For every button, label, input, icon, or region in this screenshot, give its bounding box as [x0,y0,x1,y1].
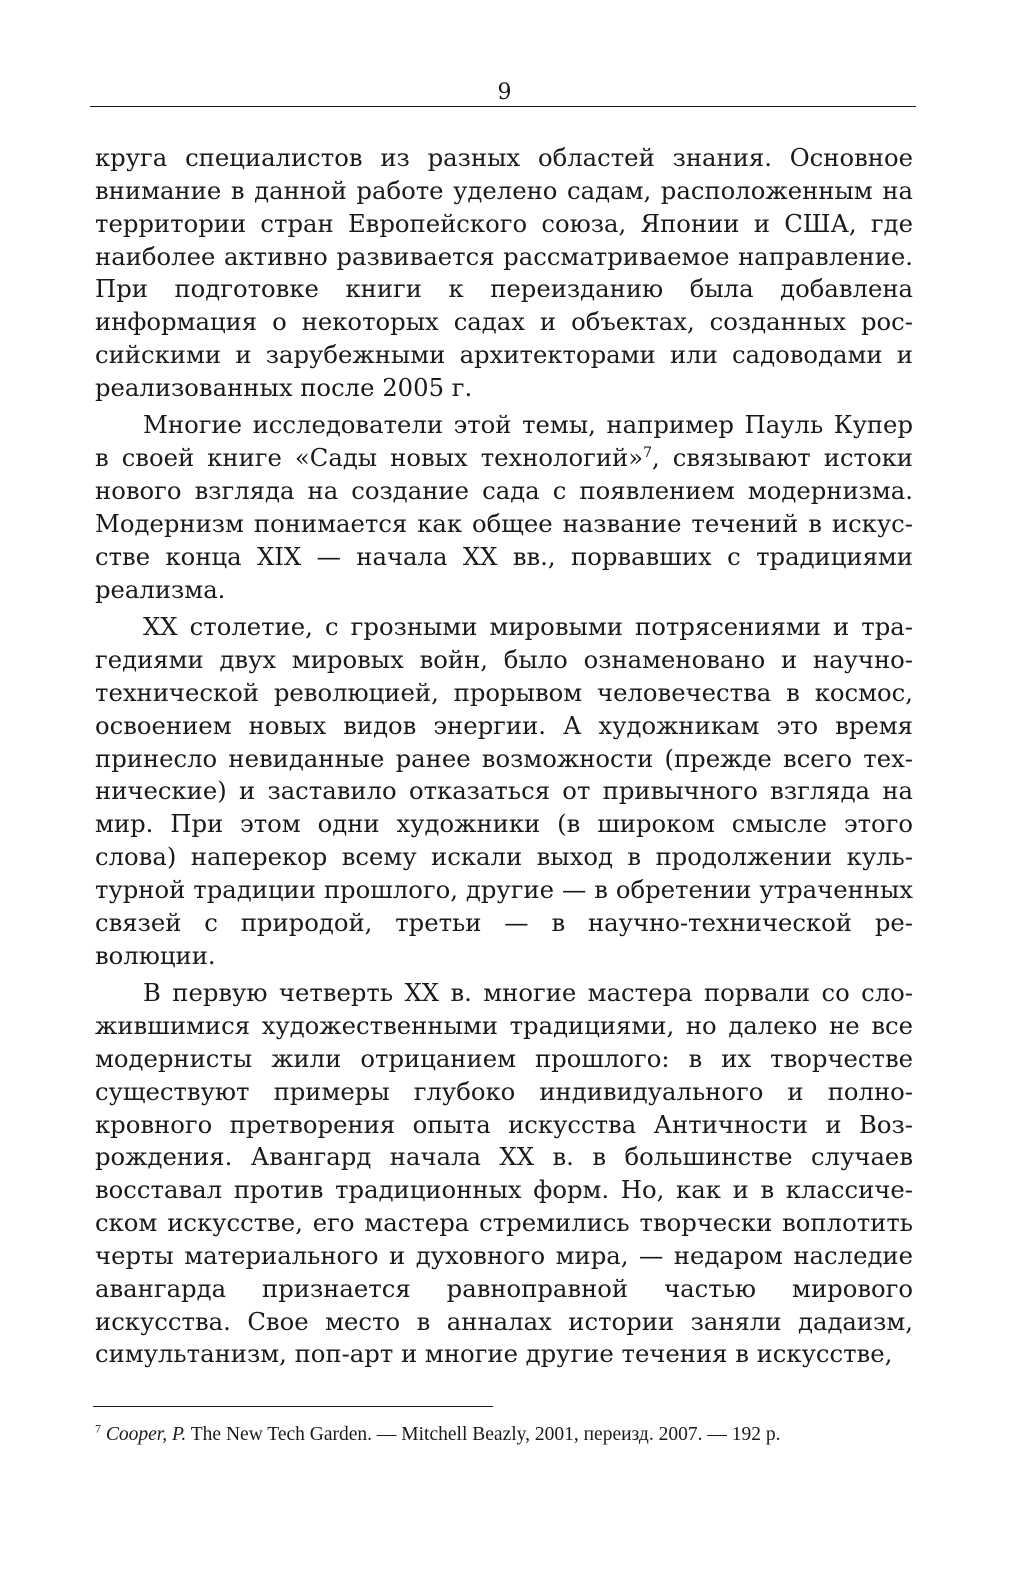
paragraph-2-text-end: , связывают истоки нового взгляда на создание сада с появлением модернизма. Модернизм понимается как общее название течений в искусстве конца XIX — начала XX вв., порвавших с традициями реализма. [95,443,913,604]
footnote-author: Cooper, P. [105,1424,187,1445]
footnote [95,1420,913,1450]
paragraph-3: XX столетие, с грозными мировыми потрясениями и трагедиями двух мировых войн, было ознаменовано и научно-технической революцией, прорывом человечества в космос, освоением новых видов энергии. А художникам это время принесло невиданные ранее возможности (прежде всего технические) и заставило отказаться от привычного взгляда на мир. При этом одни художники (в широком смысле этого слова) наперекор всему искали выход в продолжении культурной традиции прошлого, другие — в обретении утраченных связей с природой, третьи — в научно-технической революции. [95,612,913,970]
page-number: 9 [497,80,512,105]
footnote-text: The New Tech Garden. — Mitchell Beazly, 2001, переизд. 2007. — 192 p. [186,1424,781,1445]
main-text [95,142,913,1376]
paragraph-2-text-start: Многие исследователи этой темы, например Пауль Купер в своей книге «Сады новых технологий» [95,410,913,473]
paragraph-2 [95,409,913,606]
footnote-rule [93,1406,493,1407]
footnote-reference[interactable]: 7 [643,445,653,462]
paragraph-4: В первую четверть XX в. многие мастера порвали со сложившимися художественными традициями, но далеко не все модернисты жили отрицанием прошлого: в их творчестве существуют примеры глубоко индивидуального и полнокровного претворения опыта искусства Античности и Возрождения. Авангард начала XX в. в большинстве случаев восставал против традиционных форм. Но, как и в классическом искусстве, его мастера стремились творчески воплотить черты материального и духовного мира, — недаром наследие авангарда признается равноправной частью мирового искусства. Свое место в анналах истории заняли дадаизм, симультанизм, поп-арт и многие другие течения в искусстве, [95,978,913,1369]
paragraph-1: круга специалистов из разных областей знания. Основное внимание в данной работе уделено садам, расположенным на территории стран Европейского союза, Японии и США, где наиболее активно развивается рассматриваемое направление. При подготовке книги к переизданию была добавлена информация о некоторых садах и объектах, созданных российскими и зарубежными архитекторами или садоводами и реализованных после 2005 г. [95,143,913,402]
header-rule [90,106,916,107]
footnote-mark: 7 [95,1421,101,1436]
